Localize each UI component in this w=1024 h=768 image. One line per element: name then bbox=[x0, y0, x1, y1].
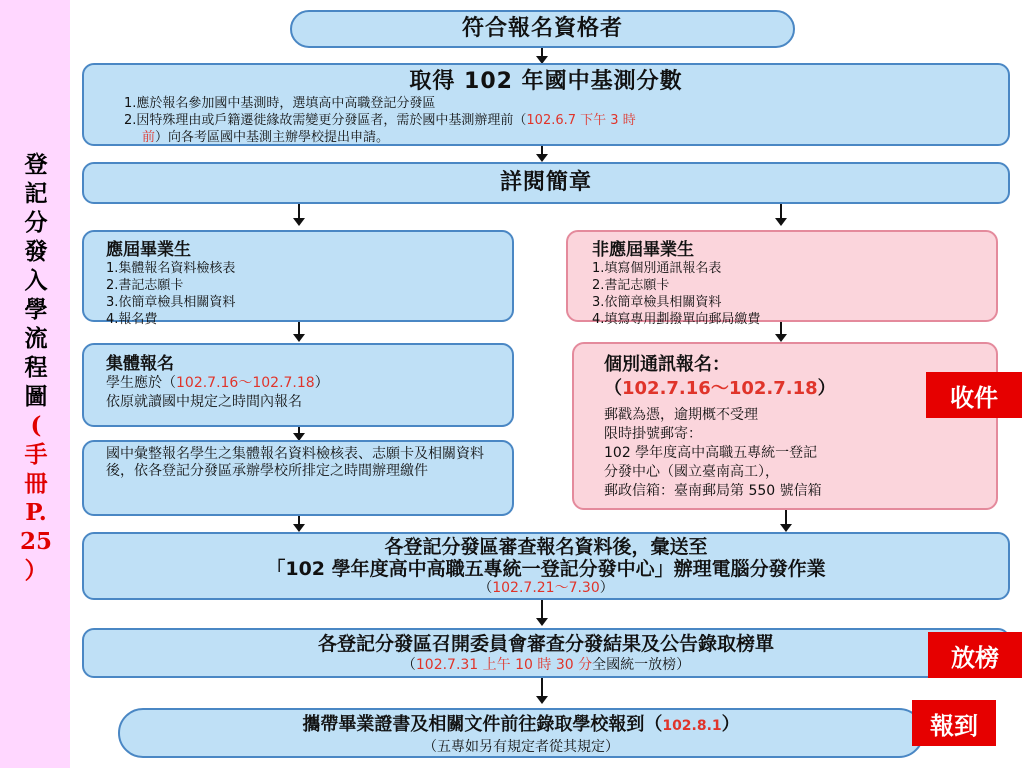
individual-date-close: ） bbox=[817, 378, 836, 399]
report-line1 bbox=[120, 713, 922, 738]
review-date: 102.7.21～7.30 bbox=[492, 580, 600, 596]
arrow-down bbox=[780, 322, 782, 340]
stamp-report-label: 報到 bbox=[930, 710, 978, 740]
score-line3-red: 前 bbox=[142, 130, 156, 145]
arrow-down bbox=[541, 48, 543, 62]
arrow-down bbox=[785, 510, 787, 530]
individual-line: 限時掛號郵寄： bbox=[604, 426, 702, 442]
group-title: 集體報名 bbox=[106, 354, 174, 374]
review-paren-close: ） bbox=[599, 580, 614, 596]
node-review bbox=[82, 532, 1010, 600]
nonfresh-item: 4.填寫專用劃撥單向郵局繳費 bbox=[592, 312, 761, 327]
report-paren-close: ） bbox=[721, 714, 740, 735]
note-char: ） bbox=[24, 557, 48, 584]
title-char: 學 bbox=[24, 296, 48, 323]
fresh-item: 2.書記志願卡 bbox=[106, 278, 184, 293]
stamp-release bbox=[928, 632, 1022, 678]
node-non-fresh-graduates bbox=[566, 230, 998, 327]
node-school-submission bbox=[82, 440, 514, 516]
arrow-down bbox=[780, 204, 782, 224]
report-line2: （五專如另有規定者從其規定） bbox=[423, 739, 619, 755]
arrow-down bbox=[298, 204, 300, 224]
score-line2-text: 2.因特殊理由或戶籍遷徙緣故需變更分發區者，需於國中基測辦理前（ bbox=[124, 113, 527, 128]
score-line3 bbox=[124, 129, 994, 146]
stamp-receive-label: 收件 bbox=[950, 382, 998, 412]
review-line2: 「102 學年度高中高職五專統一登記分發中心」辦理電腦分發作業 bbox=[266, 558, 826, 580]
individual-date: 102.7.16～102.7.18 bbox=[622, 378, 818, 399]
arrow-down bbox=[541, 146, 543, 160]
node-guide-label: 詳閱簡章 bbox=[499, 170, 592, 195]
announce-paren-open: （ bbox=[401, 657, 416, 673]
nonfresh-title: 非應屆畢業生 bbox=[592, 240, 694, 260]
nonfresh-item: 2.書記志願卡 bbox=[592, 278, 670, 293]
score-line2-date: 102.6.7 下午 3 時 bbox=[526, 113, 636, 128]
sidebar bbox=[0, 0, 70, 768]
node-score bbox=[82, 63, 1010, 146]
title-char: 圖 bbox=[24, 383, 48, 410]
node-group-registration bbox=[82, 343, 514, 427]
review-line3 bbox=[84, 580, 1008, 596]
title-char: 記 bbox=[24, 180, 48, 207]
individual-date-open: （ bbox=[604, 378, 622, 399]
report-line1-text: 攜帶畢業證書及相關文件前往錄取學校報到（ bbox=[302, 714, 663, 735]
fresh-item: 1.集體報名資料檢核表 bbox=[106, 261, 236, 276]
score-line2 bbox=[124, 112, 994, 129]
title-char: 入 bbox=[24, 267, 48, 294]
arrow-down bbox=[298, 322, 300, 340]
note-char: 冊 bbox=[24, 470, 48, 497]
node-fresh-graduates bbox=[82, 230, 514, 327]
score-title: 取得 102 年國中基測分數 bbox=[409, 69, 683, 94]
school-text: 國中彙整報名學生之集體報名資料檢核表、志願卡及相關資料後，依各登記分發區承辦學校所排定之時間辦理繳件 bbox=[106, 446, 484, 479]
stamp-release-label: 放榜 bbox=[951, 642, 999, 672]
title-char: 發 bbox=[24, 238, 48, 265]
fresh-item: 3.依簡章檢具相關資料 bbox=[106, 295, 236, 310]
individual-title: 個別通訊報名： bbox=[604, 354, 730, 375]
title-char: 登 bbox=[24, 151, 48, 178]
nonfresh-item: 3.依簡章檢具相關資料 bbox=[592, 295, 722, 310]
announce-date: 102.7.31 上午 10 時 30 分 bbox=[415, 657, 593, 673]
node-eligible bbox=[290, 10, 795, 48]
arrow-down bbox=[541, 600, 543, 624]
stamp-receive bbox=[926, 372, 1022, 418]
report-date: 102.8.1 bbox=[662, 718, 722, 734]
note-char: 手 bbox=[24, 441, 48, 468]
title-char: 分 bbox=[24, 209, 48, 236]
group-date: 102.7.16～102.7.18 bbox=[176, 375, 315, 391]
score-line3-text: ）向各考區國中基測主辦學校提出申請。 bbox=[155, 130, 390, 145]
group-line1 bbox=[106, 374, 512, 393]
node-report bbox=[118, 708, 924, 758]
arrow-down bbox=[541, 678, 543, 702]
note-char: 25 bbox=[20, 528, 53, 555]
group-line1-close: ） bbox=[314, 375, 329, 391]
node-individual-registration bbox=[572, 342, 998, 510]
group-line2: 依原就讀國中規定之時間內報名 bbox=[106, 394, 302, 410]
arrow-down bbox=[298, 427, 300, 439]
note-char: ( bbox=[30, 412, 42, 439]
fresh-title: 應屆畢業生 bbox=[106, 240, 191, 260]
title-char: 程 bbox=[24, 354, 48, 381]
node-eligible-label: 符合報名資格者 bbox=[461, 16, 623, 41]
title-char: 流 bbox=[24, 325, 48, 352]
review-paren-open: （ bbox=[478, 580, 493, 596]
announce-line2-text: 全國統一放榜） bbox=[592, 657, 691, 673]
node-guide bbox=[82, 162, 1010, 204]
individual-line: 郵政信箱：臺南郵局第 550 號信箱 bbox=[604, 483, 822, 499]
fresh-item: 4.報名費 bbox=[106, 312, 158, 327]
individual-line: 分發中心（國立臺南高工）， bbox=[604, 464, 779, 480]
sidebar-title bbox=[20, 150, 52, 585]
group-line1-text: 學生應於（ bbox=[106, 375, 176, 391]
score-line1: 1.應於報名參加國中基測時，選填高中高職登記分發區 bbox=[124, 96, 436, 111]
individual-line: 102 學年度高中高職五專統一登記 bbox=[604, 445, 818, 461]
announce-line2 bbox=[84, 656, 1008, 674]
nonfresh-item: 1.填寫個別通訊報名表 bbox=[592, 261, 722, 276]
arrow-down bbox=[298, 516, 300, 530]
stamp-report bbox=[912, 700, 996, 746]
note-char: P. bbox=[25, 499, 47, 526]
node-announce bbox=[82, 628, 1010, 678]
review-line1: 各登記分發區審查報名資料後，彙送至 bbox=[384, 536, 708, 558]
individual-line: 郵戳為憑，逾期概不受理 bbox=[604, 407, 758, 423]
announce-line1: 各登記分發區召開委員會審查分發結果及公告錄取榜單 bbox=[317, 633, 774, 655]
